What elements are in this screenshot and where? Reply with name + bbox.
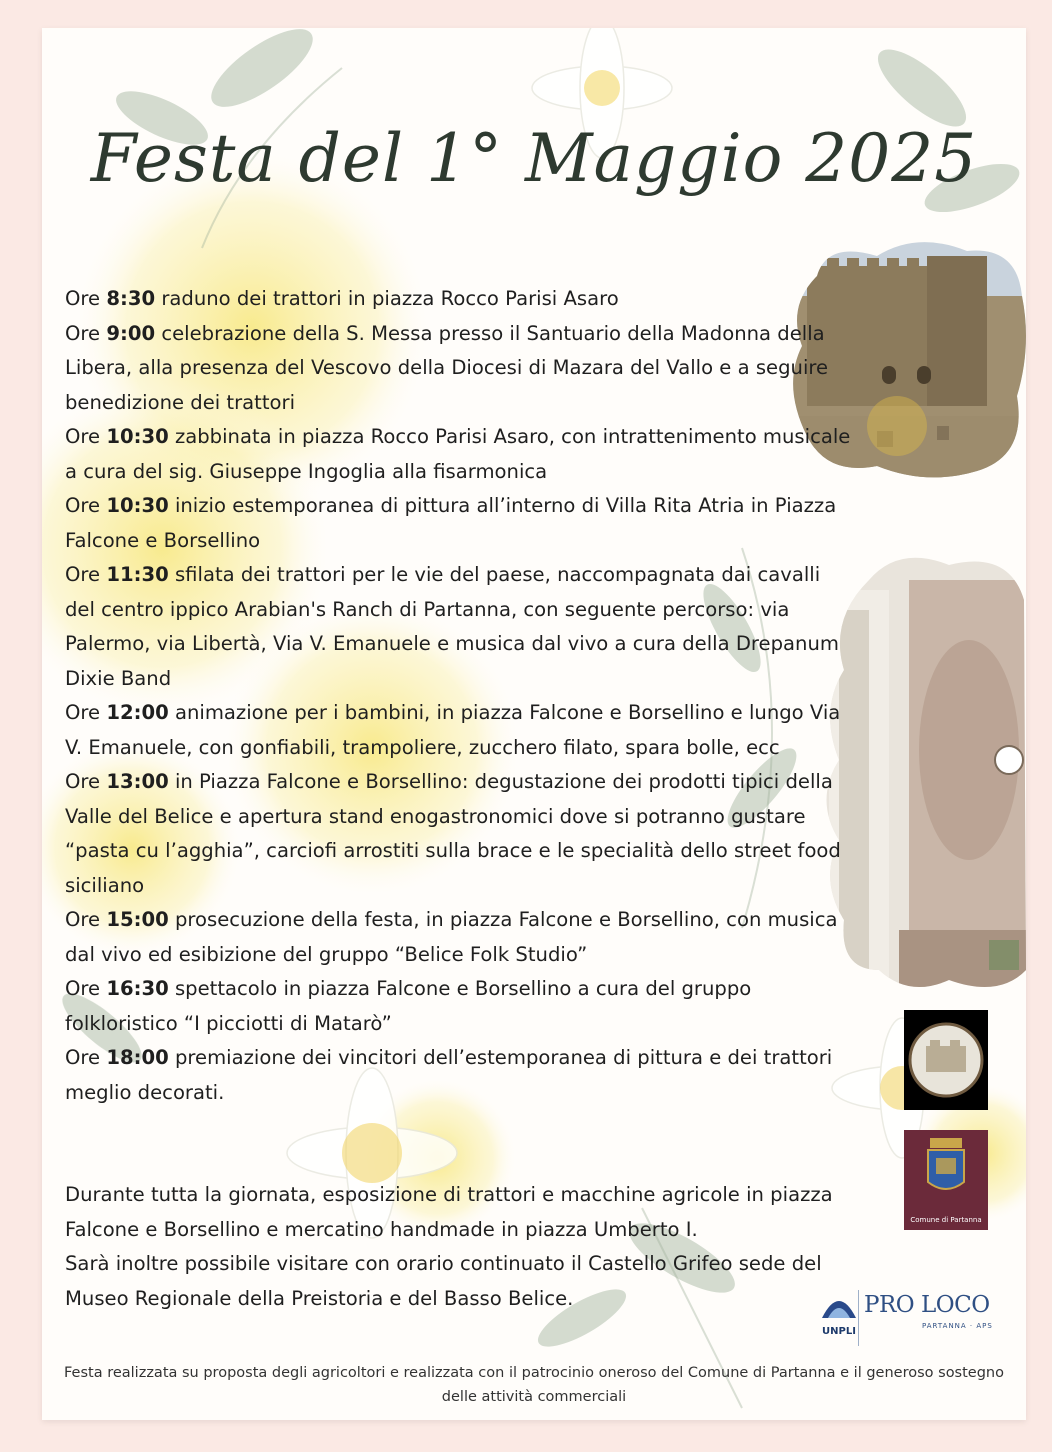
program-label: Ore	[65, 494, 107, 517]
extra-info	[65, 1178, 855, 1316]
program-label: Ore	[65, 701, 107, 724]
program-time: 10:30	[106, 425, 169, 448]
program-label: Ore	[65, 425, 107, 448]
program-description: zabbinata in piazza Rocco Parisi Asaro, con intrattenimento musicale a cura del sig. Giuseppe Ingoglia alla fisarmonica	[65, 425, 851, 483]
program-item	[65, 558, 855, 696]
comune-label: Comune di Partanna	[910, 1216, 982, 1224]
program-description: premiazione dei vincitori dell’estemporanea di pittura e dei trattori meglio decorati.	[65, 1046, 833, 1104]
program-item	[65, 972, 855, 1041]
program-time: 11:30	[106, 563, 169, 586]
program-time: 15:00	[106, 908, 169, 931]
proloco-subtitle: PARTANNA · APS	[922, 1322, 993, 1330]
program-description: inizio estemporanea di pittura all’interno di Villa Rita Atria in Piazza Falcone e Borsellino	[65, 494, 837, 552]
program-item	[65, 420, 855, 489]
program-item	[65, 1041, 855, 1110]
program-label: Ore	[65, 287, 107, 310]
program-item	[65, 489, 855, 558]
program-time: 8:30	[106, 287, 156, 310]
proloco-logo: PRO LOCO	[864, 1292, 990, 1318]
footer-note: Festa realizzata su proposta degli agricoltori e realizzata con il patrocinio oneroso del Comune di Partanna e il generoso sostegno delle attività commerciali	[64, 1365, 1004, 1405]
program-label: Ore	[65, 770, 107, 793]
program-item	[65, 282, 855, 317]
extra-info-castle: Sarà inoltre possibile visitare con orario continuato il Castello Grifeo sede del Museo Regionale della Preistoria e del Basso Belice.	[65, 1252, 822, 1310]
program-item	[65, 903, 855, 972]
program-label: Ore	[65, 1046, 107, 1069]
program-item	[65, 765, 855, 903]
program-label: Ore	[65, 977, 107, 1000]
program-time: 10:30	[106, 494, 169, 517]
logo-divider	[858, 1290, 859, 1346]
program-description: celebrazione della S. Messa presso il Santuario della Madonna della Libera, alla presenza del Vescovo della Diocesi di Mazara del Vallo e a seguire benedizione dei trattori	[65, 321, 829, 414]
page-title: Festa del 1° Maggio 2025	[90, 120, 978, 197]
poster	[42, 28, 1026, 1420]
program-description: spettacolo in piazza Falcone e Borsellino a cura del gruppo folkloristico “I picciotti di Matarò”	[65, 977, 752, 1035]
program-label: Ore	[65, 321, 107, 345]
program-time: 13:00	[106, 770, 169, 793]
program-label: Ore	[65, 563, 107, 586]
program-time: 16:30	[106, 977, 169, 1000]
seal-logo	[904, 1010, 988, 1110]
program-time: 9:00	[106, 321, 156, 345]
program-description: prosecuzione della festa, in piazza Falcone e Borsellino, con musica dal vivo ed esibizione del gruppo “Belice Folk Studio”	[65, 908, 838, 966]
program-time: 12:00	[106, 701, 169, 724]
unpli-logo-icon	[816, 1290, 862, 1350]
program-description: in Piazza Falcone e Borsellino: degustazione dei prodotti tipici della Valle del Belice e apertura stand enogastronomici dove si potranno gustare “pasta cu l’agghia”, carciofi arrostiti sulla brace e le specialità dello street food siciliano	[65, 770, 841, 897]
program-item	[65, 317, 855, 421]
unpli-label: UNPLI	[822, 1326, 856, 1337]
program-label: Ore	[65, 908, 107, 931]
program-list	[65, 282, 855, 1110]
program-description: animazione per i bambini, in piazza Falcone e Borsellino e lungo Via V. Emanuele, con gonfiabili, trampoliere, zucchero filato, spara bolle, ecc	[65, 701, 841, 759]
extra-info-exhibition: Durante tutta la giornata, esposizione di trattori e macchine agricole in piazza Falcone e Borsellino e mercatino handmade in piazza Umberto I.	[65, 1183, 833, 1241]
program-description: sfilata dei trattori per le vie del paese, naccompagnata dai cavalli del centro ippico Arabian's Ranch di Partanna, con seguente percorso: via Palermo, via Libertà, Via V. Emanuele e musica dal vivo a cura della Drepanum Dixie Band	[65, 563, 839, 690]
program-item	[65, 696, 855, 765]
program-time: 18:00	[106, 1046, 169, 1069]
coat-of-arms-icon	[904, 1130, 988, 1230]
program-description: raduno dei trattori in piazza Rocco Parisi Asaro	[155, 287, 619, 310]
